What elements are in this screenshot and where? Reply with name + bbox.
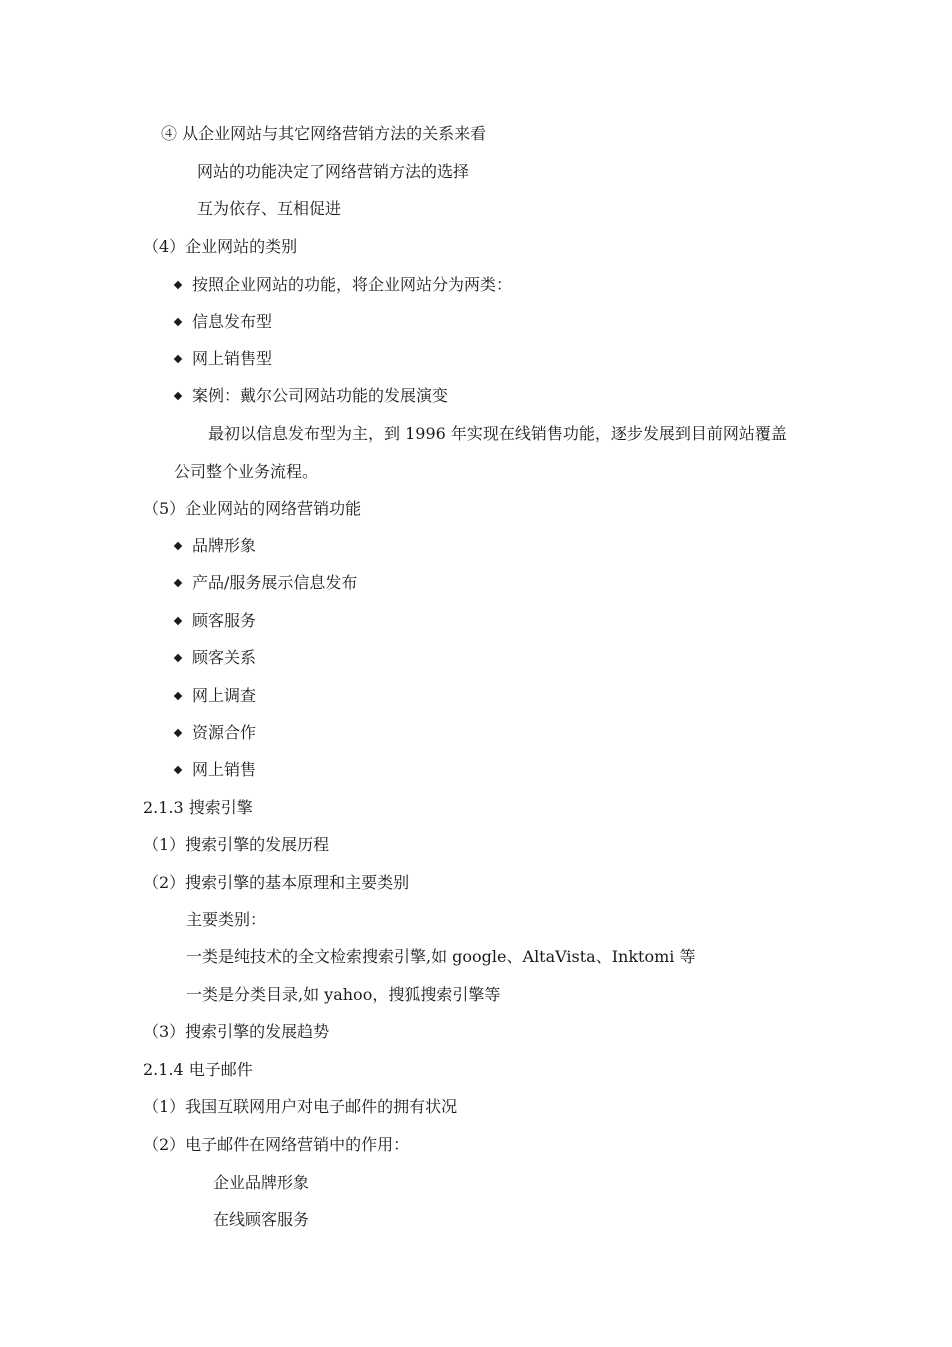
list-item-text: 顾客服务: [192, 611, 257, 630]
bullet-diamond-icon: [174, 654, 182, 662]
item4-line: 网站的功能决定了网络营销方法的选择: [197, 162, 470, 181]
bullet-diamond-icon: [174, 617, 182, 625]
list-item: [174, 648, 256, 668]
item4-heading: ④ 从企业网站与其它网络营销方法的关系来看: [161, 124, 487, 143]
bullet-diamond-icon: [174, 318, 182, 326]
list-item: [174, 686, 256, 706]
search-section-heading: 2.1.3 搜索引擎: [143, 798, 253, 817]
type-line-1: 一类是纯技术的全文检索搜索引擎,如 google、AltaVista、Inktomi 等: [186, 947, 696, 966]
bullet-diamond-icon: [174, 579, 182, 587]
email-role: 在线顾客服务: [213, 1210, 310, 1229]
search-item-1: （1）搜索引擎的发展历程: [143, 835, 330, 854]
list-item-text: 网上销售型: [192, 349, 273, 368]
list-item-text: 网上销售: [192, 760, 257, 779]
email-role: 企业品牌形象: [213, 1173, 310, 1192]
bullet-diamond-icon: [174, 355, 182, 363]
item4-line: 互为依存、互相促进: [197, 199, 342, 218]
types-heading: （4）企业网站的类别: [143, 237, 298, 256]
email-item-1: （1）我国互联网用户对电子邮件的拥有状况: [143, 1097, 458, 1116]
email-section-heading: 2.1.4 电子邮件: [143, 1060, 253, 1079]
list-item: [174, 536, 256, 556]
type-line-2: 一类是分类目录,如 yahoo，搜狐搜索引擎等: [186, 985, 501, 1004]
list-item: [174, 611, 256, 631]
main-types-label: 主要类别：: [186, 910, 267, 929]
list-item-text: 网上调查: [192, 686, 257, 705]
list-item: [174, 275, 512, 295]
bullet-diamond-icon: [174, 281, 182, 289]
list-item-text: 信息发布型: [192, 312, 273, 331]
list-item: [174, 723, 256, 743]
search-item-3: （3）搜索引擎的发展趋势: [143, 1022, 330, 1041]
list-item-text: 案例：戴尔公司网站功能的发展演变: [192, 386, 449, 405]
list-item-text: 品牌形象: [192, 536, 257, 555]
list-item: [174, 386, 448, 406]
bullet-diamond-icon: [174, 392, 182, 400]
bullet-diamond-icon: [174, 542, 182, 550]
list-item-text: 按照企业网站的功能，将企业网站分为两类：: [192, 275, 513, 294]
functions-heading: （5）企业网站的网络营销功能: [143, 499, 362, 518]
bullet-diamond-icon: [174, 729, 182, 737]
list-item-text: 产品/服务展示信息发布: [192, 573, 358, 592]
list-item: [174, 312, 272, 332]
list-item: [174, 349, 272, 369]
list-item-text: 资源合作: [192, 723, 257, 742]
search-item-2: （2）搜索引擎的基本原理和主要类别: [143, 873, 410, 892]
bullet-diamond-icon: [174, 766, 182, 774]
email-item-2: （2）电子邮件在网络营销中的作用：: [143, 1135, 410, 1154]
list-item: [174, 573, 357, 593]
list-item: [174, 760, 256, 780]
list-item-text: 顾客关系: [192, 648, 257, 667]
case-paragraph: 最初以信息发布型为主，到 1996 年实现在线销售功能，逐步发展到目前网站覆盖: [208, 424, 787, 443]
case-paragraph-continued: 公司整个业务流程。: [174, 462, 319, 481]
bullet-diamond-icon: [174, 692, 182, 700]
